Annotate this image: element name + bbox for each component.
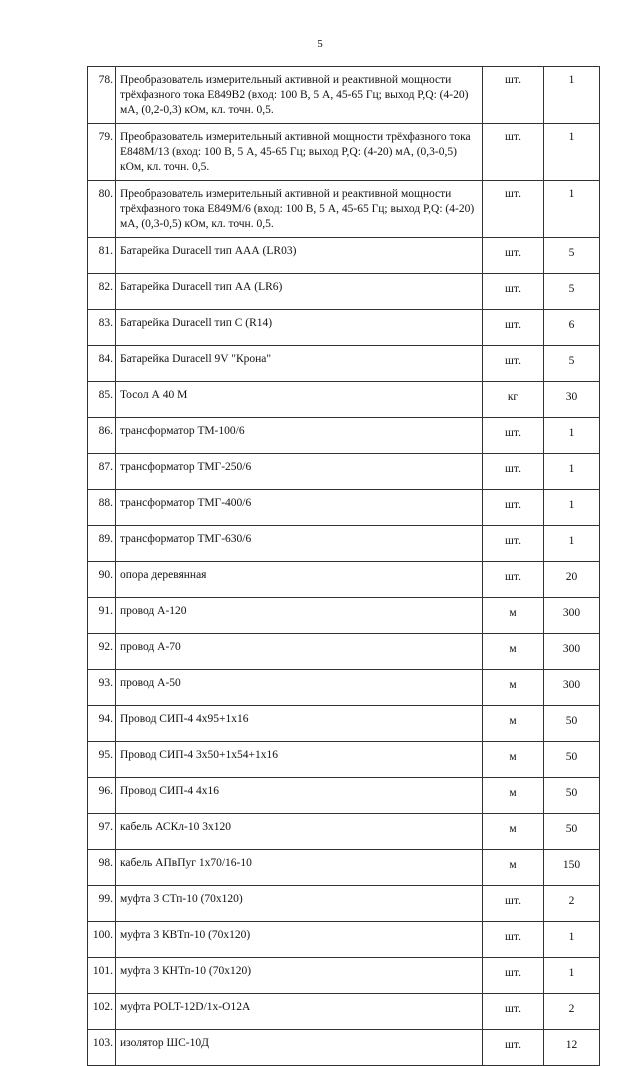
item-unit: шт. — [483, 490, 544, 526]
item-unit: шт. — [483, 310, 544, 346]
row-number: 103. — [88, 1030, 116, 1066]
item-quantity: 50 — [544, 778, 600, 814]
table-row — [88, 958, 600, 994]
item-unit: шт. — [483, 181, 544, 238]
item-name: Батарейка Duracell 9V "Крона" — [116, 346, 483, 382]
item-name: трансформатор ТМГ-400/6 — [116, 490, 483, 526]
row-number: 101. — [88, 958, 116, 994]
row-number: 89. — [88, 526, 116, 562]
table-row — [88, 310, 600, 346]
table-row — [88, 886, 600, 922]
item-quantity: 50 — [544, 742, 600, 778]
table-row — [88, 922, 600, 958]
item-name: муфта 3 КНТп-10 (70х120) — [116, 958, 483, 994]
row-number: 95. — [88, 742, 116, 778]
item-unit: шт. — [483, 526, 544, 562]
item-quantity: 5 — [544, 238, 600, 274]
table-row — [88, 778, 600, 814]
item-unit: кг — [483, 382, 544, 418]
item-quantity: 2 — [544, 994, 600, 1030]
row-number: 93. — [88, 670, 116, 706]
item-unit: шт. — [483, 274, 544, 310]
table-row — [88, 526, 600, 562]
table-row — [88, 814, 600, 850]
table-row — [88, 994, 600, 1030]
table-row — [88, 598, 600, 634]
item-name: кабель АСКл-10 3х120 — [116, 814, 483, 850]
item-quantity: 1 — [544, 490, 600, 526]
item-unit: шт. — [483, 958, 544, 994]
item-quantity: 1 — [544, 181, 600, 238]
row-number: 102. — [88, 994, 116, 1030]
row-number: 83. — [88, 310, 116, 346]
table-row — [88, 238, 600, 274]
item-name: трансформатор ТМГ-630/6 — [116, 526, 483, 562]
item-name: провод А-50 — [116, 670, 483, 706]
item-unit: шт. — [483, 886, 544, 922]
item-quantity: 1 — [544, 958, 600, 994]
row-number: 79. — [88, 124, 116, 181]
table-row — [88, 670, 600, 706]
item-name: опора деревянная — [116, 562, 483, 598]
item-quantity: 1 — [544, 454, 600, 490]
item-quantity: 5 — [544, 274, 600, 310]
row-number: 84. — [88, 346, 116, 382]
item-quantity: 2 — [544, 886, 600, 922]
row-number: 81. — [88, 238, 116, 274]
item-name: Батарейка Duracell тип С (R14) — [116, 310, 483, 346]
item-name: кабель АПвПуг 1х70/16-10 — [116, 850, 483, 886]
item-unit: шт. — [483, 454, 544, 490]
row-number: 94. — [88, 706, 116, 742]
row-number: 78. — [88, 67, 116, 124]
item-name: Преобразователь измерительный активной и реактивной мощности трёхфазного тока Е849В2 (вход: 100 В, 5 А, 45-65 Гц; выход P,Q: (4-20) мА, (0,2-0,3) кОм, кл. точн. 0,5. — [116, 67, 483, 124]
item-name: изолятор ШС-10Д — [116, 1030, 483, 1066]
item-unit: шт. — [483, 922, 544, 958]
table-row — [88, 124, 600, 181]
item-quantity: 300 — [544, 598, 600, 634]
item-quantity: 300 — [544, 670, 600, 706]
table-row — [88, 67, 600, 124]
item-unit: шт. — [483, 67, 544, 124]
item-unit: шт. — [483, 124, 544, 181]
item-name: Преобразователь измерительный активной мощности трёхфазного тока Е848М/13 (вход: 100 В, 5 А, 45-65 Гц; выход P,Q: (4-20) мА, (0,3-0,5) кОм, кл. точн. 0,5. — [116, 124, 483, 181]
row-number: 100. — [88, 922, 116, 958]
table-row — [88, 274, 600, 310]
item-quantity: 1 — [544, 418, 600, 454]
table-row — [88, 742, 600, 778]
item-quantity: 50 — [544, 706, 600, 742]
item-unit: шт. — [483, 238, 544, 274]
item-unit: м — [483, 850, 544, 886]
item-unit: м — [483, 598, 544, 634]
row-number: 96. — [88, 778, 116, 814]
item-name: муфта POLT-12D/1х-О12А — [116, 994, 483, 1030]
item-unit: м — [483, 814, 544, 850]
item-name: трансформатор ТМГ-250/6 — [116, 454, 483, 490]
row-number: 82. — [88, 274, 116, 310]
table-row — [88, 850, 600, 886]
table-row — [88, 490, 600, 526]
row-number: 97. — [88, 814, 116, 850]
item-unit: м — [483, 706, 544, 742]
item-unit: м — [483, 670, 544, 706]
item-quantity: 20 — [544, 562, 600, 598]
page-number: 5 — [317, 38, 323, 50]
item-quantity: 1 — [544, 67, 600, 124]
item-quantity: 1 — [544, 922, 600, 958]
table-row — [88, 706, 600, 742]
row-number: 98. — [88, 850, 116, 886]
item-unit: шт. — [483, 562, 544, 598]
table-row — [88, 1030, 600, 1066]
item-name: муфта 3 СТп-10 (70х120) — [116, 886, 483, 922]
item-unit: м — [483, 742, 544, 778]
item-name: муфта 3 КВТп-10 (70х120) — [116, 922, 483, 958]
item-quantity: 6 — [544, 310, 600, 346]
item-name: Провод СИП-4 3х50+1х54+1х16 — [116, 742, 483, 778]
item-unit: шт. — [483, 994, 544, 1030]
item-quantity: 12 — [544, 1030, 600, 1066]
items-table — [87, 66, 600, 1066]
item-name: трансформатор ТМ-100/6 — [116, 418, 483, 454]
item-quantity: 1 — [544, 124, 600, 181]
item-name: Провод СИП-4 4х95+1х16 — [116, 706, 483, 742]
row-number: 99. — [88, 886, 116, 922]
row-number: 85. — [88, 382, 116, 418]
table-row — [88, 454, 600, 490]
item-quantity: 300 — [544, 634, 600, 670]
row-number: 92. — [88, 634, 116, 670]
table-row — [88, 382, 600, 418]
item-unit: м — [483, 778, 544, 814]
item-name: Преобразователь измерительный активной и реактивной мощности трёхфазного тока Е849М/6 (вход: 100 В, 5 А, 45-65 Гц; выход P,Q: (4-20) мА, (0,3-0,5) кОм, кл. точн. 0,5. — [116, 181, 483, 238]
items-table-body — [88, 67, 600, 1066]
table-row — [88, 562, 600, 598]
table-row — [88, 634, 600, 670]
item-unit: шт. — [483, 346, 544, 382]
item-quantity: 50 — [544, 814, 600, 850]
table-row — [88, 418, 600, 454]
item-name: провод А-120 — [116, 598, 483, 634]
item-name: Провод СИП-4 4х16 — [116, 778, 483, 814]
item-quantity: 1 — [544, 526, 600, 562]
item-unit: м — [483, 634, 544, 670]
table-row — [88, 346, 600, 382]
row-number: 80. — [88, 181, 116, 238]
row-number: 91. — [88, 598, 116, 634]
table-row — [88, 181, 600, 238]
item-quantity: 30 — [544, 382, 600, 418]
item-unit: шт. — [483, 418, 544, 454]
item-name: провод А-70 — [116, 634, 483, 670]
row-number: 88. — [88, 490, 116, 526]
item-name: Батарейка Duracell тип АА (LR6) — [116, 274, 483, 310]
item-quantity: 150 — [544, 850, 600, 886]
row-number: 87. — [88, 454, 116, 490]
item-name: Батарейка Duracell тип ААА (LR03) — [116, 238, 483, 274]
item-unit: шт. — [483, 1030, 544, 1066]
item-quantity: 5 — [544, 346, 600, 382]
row-number: 90. — [88, 562, 116, 598]
row-number: 86. — [88, 418, 116, 454]
item-name: Тосол А 40 М — [116, 382, 483, 418]
